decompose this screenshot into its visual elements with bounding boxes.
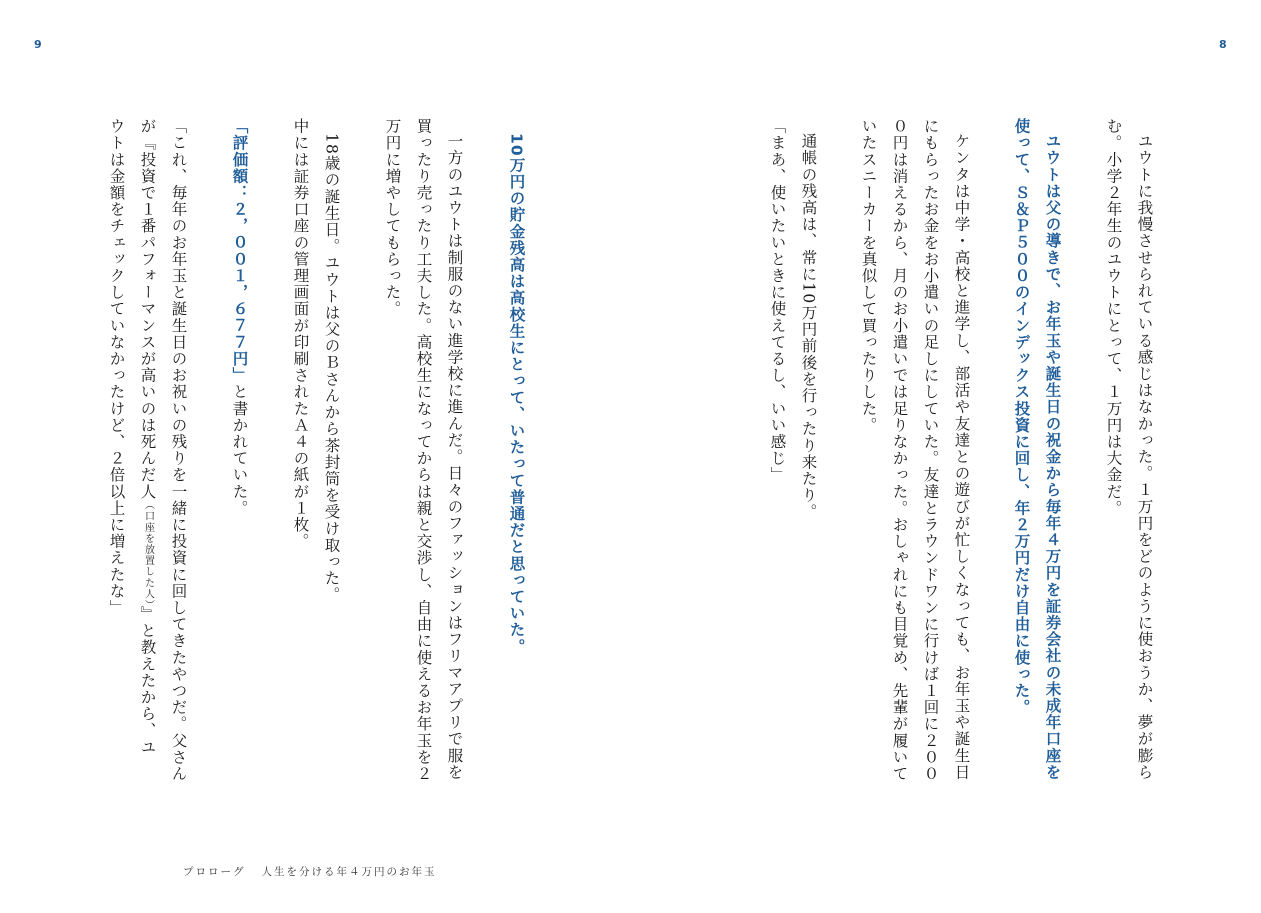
running-head — [183, 864, 437, 879]
quote-line: ウトは金額をチェックしていなかったけど、２倍以上に増えたな」 — [107, 118, 126, 616]
body-line: いたスニーカーを真似して買ったりした。 — [859, 118, 878, 434]
section-heading: 使って、Ｓ＆Ｐ５００のインデックス投資に回し、年２万円だけ自由に使った。 — [1012, 118, 1031, 716]
valuation-line — [231, 118, 247, 516]
page-number-right: 8 — [1219, 38, 1227, 51]
page-number-left: 9 — [34, 38, 42, 51]
quote-line: 「まあ、使いたいときに使えてるし、いい感じ」 — [768, 118, 787, 484]
body-line: 通帳の残高は、常に10万円前後を行ったり来たり。 — [799, 133, 818, 521]
body-line: にもらったお金をお小遣いの足しにしていた。友達とラウンドワンに行けば１回に２００ — [921, 118, 940, 782]
quote-text: 』と教えたから、ユ — [138, 605, 157, 756]
body-line: 万円に増やしてもらった。 — [383, 118, 402, 318]
running-head-title: 人生を分ける年４万円のお年玉 — [261, 866, 437, 878]
body-line: ケンタは中学・高校と進学し、部活や友達との遊びが忙しくなっても、お年玉や誕生日 — [952, 133, 971, 781]
body-line: 18歳の誕生日。ユウトは父のＢさんから茶封筒を受け取った。 — [322, 133, 341, 604]
section-heading: 10万円の貯金残高は高校生にとって、いたって普通だと思っていた。 — [507, 133, 526, 655]
valuation-suffix: と書かれていた。 — [230, 383, 249, 517]
body-line: ０円は消えるから、月のお小遣いでは足りなかった。おしゃれにも目覚め、先輩が履いて — [890, 118, 909, 782]
running-head-section: プロローグ — [183, 866, 246, 878]
valuation-amount: 「評価額：２，００１，６７７円」 — [230, 118, 249, 384]
body-line: む。小学２年生のユウトにとって、１万円は大金だ。 — [1104, 118, 1123, 517]
quote-line — [139, 118, 155, 755]
section-heading: ユウトは父の導きで、お年玉や誕生日の祝金から毎年４万円を証券会社の未成年口座を — [1043, 133, 1062, 781]
quote-line: 「これ、毎年のお年玉と誕生日のお祝いの残りを一緒に投資に回してきたやつだ。父さん — [169, 118, 188, 782]
body-line: 一方のユウトは制服のない進学校に進んだ。日々のファッションはフリマアプリで服を — [445, 133, 464, 781]
quote-text: が『投資で１番パフォーマンスが高いのは死んだ人 — [138, 118, 157, 500]
body-line: 買ったり売ったり工夫した。高校生になってからは親と交渉し、自由に使えるお年玉を２ — [414, 118, 433, 782]
body-line: 中には証券口座の管理画面が印刷されたＡ４の紙が１枚。 — [291, 118, 310, 550]
quote-annotation: （口座を放置した人） — [142, 499, 154, 606]
body-line: ユウトに我慢させられている感じはなかった。１万円をどのように使おうか、夢が膨ら — [1135, 133, 1154, 781]
